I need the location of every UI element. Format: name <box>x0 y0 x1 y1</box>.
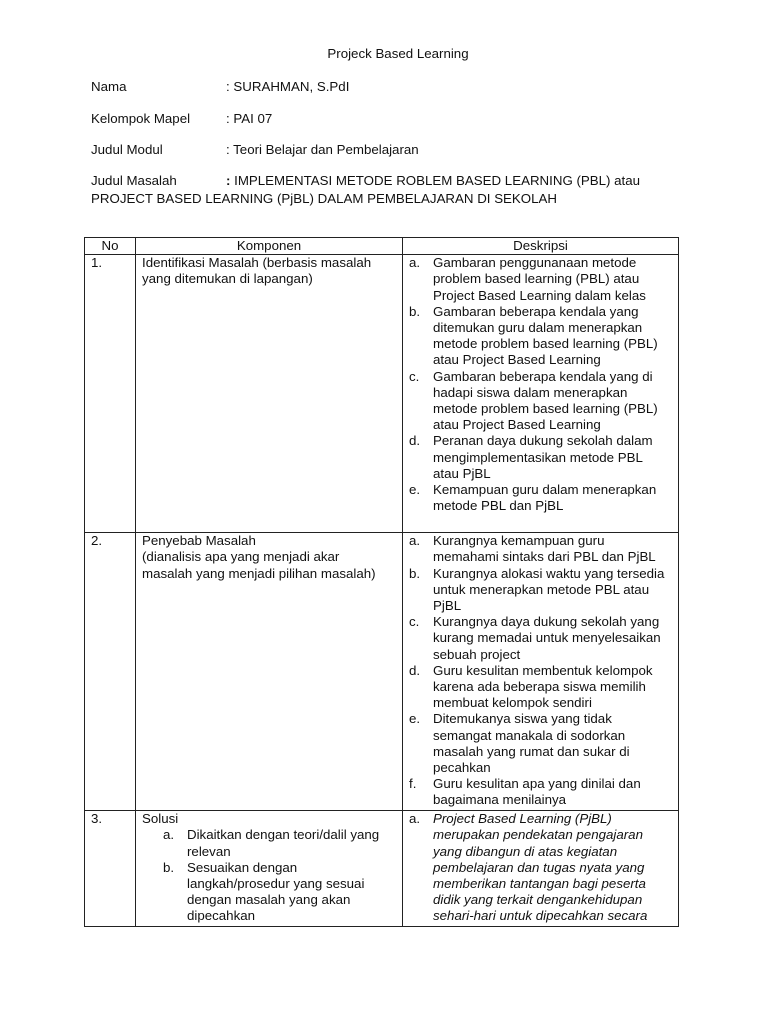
row-komponen <box>136 811 403 927</box>
list-item-line: Gambaran beberapa kendala yang di <box>433 368 653 384</box>
list-item <box>409 776 672 808</box>
table-row <box>85 811 679 927</box>
header-no: No <box>85 238 136 255</box>
list-marker: f. <box>409 776 417 792</box>
list-item-line: metode PBL dan PjBL <box>433 498 564 514</box>
list-item <box>409 811 672 924</box>
list-item-line: Dikaitkan dengan teori/dalil yang <box>187 827 380 843</box>
meta-value: : SURAHMAN, S.PdI <box>226 79 350 94</box>
meta-value: : Teori Belajar dan Pembelajaran <box>226 142 419 157</box>
list-item <box>409 663 672 712</box>
list-item-line: merupakan pendekatan pengajaran <box>433 827 643 843</box>
komponen-line: (dianalisis apa yang menjadi akar <box>142 549 340 565</box>
list-item-line: Kurangnya daya dukung sekolah yang <box>433 614 660 630</box>
list-item-line: Peranan daya dukung sekolah dalam <box>433 433 653 449</box>
alpha-list <box>409 255 672 514</box>
list-marker: b. <box>163 859 175 875</box>
list-item-line: atau PjBL <box>433 465 491 481</box>
list-marker: c. <box>409 614 420 630</box>
komponen-line: masalah yang menjadi pilihan masalah) <box>142 565 376 581</box>
alpha-list <box>409 533 672 808</box>
list-item-line: Gambaran penggunanaan metode <box>433 255 637 271</box>
list-item <box>409 711 672 776</box>
list-item-line: yang dibangun di atas kegiatan <box>433 843 618 859</box>
list-item-line: kurang memadai untuk menyelesaikan <box>433 630 661 646</box>
list-item-line: problem based learning (PBL) atau <box>433 271 640 287</box>
meta-label: Kelompok Mapel <box>91 111 191 126</box>
list-marker: a. <box>409 533 421 549</box>
component-table <box>84 237 679 927</box>
alpha-list <box>409 811 672 924</box>
list-item-line: metode problem based learning (PBL) <box>433 401 658 417</box>
list-marker: b. <box>409 303 421 319</box>
komponen-line: Identifikasi Masalah (berbasis masalah <box>142 255 372 271</box>
judul-masalah-text1: IMPLEMENTASI METODE ROBLEM BASED LEARNING (PBL) atau <box>234 173 641 188</box>
list-item-line: bagaimana menilainya <box>433 792 567 808</box>
row-deskripsi <box>403 811 679 927</box>
row-deskripsi <box>403 533 679 811</box>
list-item-line: atau Project Based Learning <box>433 352 601 368</box>
list-item-line: pecahkan <box>433 760 491 776</box>
judul-masalah-line2: PROJECT BASED LEARNING (PjBL) DALAM PEMBELAJARAN DI SEKOLAH <box>91 191 558 206</box>
header-komponen: Komponen <box>136 238 403 255</box>
list-marker: a. <box>409 811 421 827</box>
list-item-line: memberikan tantangan bagi peserta <box>433 876 646 892</box>
alpha-list <box>142 827 396 924</box>
list-item-line: hadapi siswa dalam menerapkan <box>433 384 628 400</box>
list-item-line: sehari-hari untuk dipecahkan secara <box>433 908 648 924</box>
list-item-line: Guru kesulitan apa yang dinilai dan <box>433 776 641 792</box>
list-item <box>163 827 396 859</box>
list-item-line: untuk menerapkan metode PBL atau <box>433 581 650 597</box>
komponen-title: Solusi <box>142 811 179 827</box>
list-item-line: metode problem based learning (PBL) <box>433 336 658 352</box>
list-marker: b. <box>409 565 421 581</box>
list-item-line: mengimplementasikan metode PBL <box>433 449 643 465</box>
list-item-line: karena ada beberapa siswa memilih <box>433 679 646 695</box>
list-item-line: membuat kelompok sendiri <box>433 695 592 711</box>
list-item-line: masalah yang rumat dan sukar di <box>433 743 630 759</box>
list-item-line: memahami sintaks dari PBL dan PjBL <box>433 549 656 565</box>
row-number: 3. <box>85 811 136 927</box>
list-item-line: PjBL <box>433 598 462 614</box>
list-item <box>409 533 672 565</box>
list-item-line: dipecahkan <box>187 908 256 924</box>
row-deskripsi <box>403 255 679 533</box>
list-item-line: pembelajaran dan tugas nyata yang <box>433 859 645 875</box>
list-item-line: Kemampuan guru dalam menerapkan <box>433 482 657 498</box>
meta-label: Judul Masalah <box>91 173 177 188</box>
list-item <box>409 304 672 369</box>
list-item-line: Kurangnya kemampuan guru <box>433 533 605 549</box>
list-item-line: ditemukan guru dalam menerapkan <box>433 320 643 336</box>
list-item-line: relevan <box>187 843 231 859</box>
header-deskripsi: Deskripsi <box>403 238 679 255</box>
list-item-line: atau Project Based Learning <box>433 417 601 433</box>
list-item-line: langkah/prosedur yang sesuai <box>187 876 365 892</box>
list-item-line: Sesuaikan dengan <box>187 859 298 875</box>
komponen-line: yang ditemukan di lapangan) <box>142 271 313 287</box>
list-marker: a. <box>409 255 421 271</box>
list-marker: d. <box>409 662 421 678</box>
colon: : <box>226 173 231 188</box>
list-marker: d. <box>409 433 421 449</box>
list-item <box>409 433 672 482</box>
komponen-line: Penyebab Masalah <box>142 533 256 549</box>
list-item-line: Project Based Learning dalam kelas <box>433 287 646 303</box>
list-marker: e. <box>409 482 421 498</box>
table-row <box>85 255 679 533</box>
list-item-line: Guru kesulitan membentuk kelompok <box>433 662 653 678</box>
list-item-line: sebuah project <box>433 646 521 662</box>
table-header-row <box>85 238 679 255</box>
list-item <box>409 482 672 514</box>
judul-masalah-line1 <box>226 172 640 190</box>
list-item <box>409 369 672 434</box>
row-number: 1. <box>85 255 136 533</box>
document-title: Projeck Based Learning <box>327 46 469 61</box>
meta-label: Judul Modul <box>91 142 163 157</box>
row-komponen <box>136 533 403 811</box>
row-number: 2. <box>85 533 136 811</box>
list-item <box>409 566 672 615</box>
list-marker: e. <box>409 711 421 727</box>
list-item <box>409 614 672 663</box>
list-item-line: Project Based Learning (PjBL) <box>433 811 612 827</box>
list-item-line: Gambaran beberapa kendala yang <box>433 303 639 319</box>
list-item-line: didik yang terkait dengankehidupan <box>433 892 643 908</box>
table-row <box>85 533 679 811</box>
list-item-line: Ditemukanya siswa yang tidak <box>433 711 612 727</box>
list-marker: c. <box>409 368 420 384</box>
list-item-line: semangat manakala di sodorkan <box>433 727 626 743</box>
list-item-line: Kurangnya alokasi waktu yang tersedia <box>433 565 665 581</box>
list-item <box>409 255 672 304</box>
row-komponen <box>136 255 403 533</box>
list-marker: a. <box>163 827 175 843</box>
meta-value: : PAI 07 <box>226 111 273 126</box>
list-item <box>163 860 396 925</box>
meta-label: Nama <box>91 79 127 94</box>
list-item-line: dengan masalah yang akan <box>187 892 351 908</box>
